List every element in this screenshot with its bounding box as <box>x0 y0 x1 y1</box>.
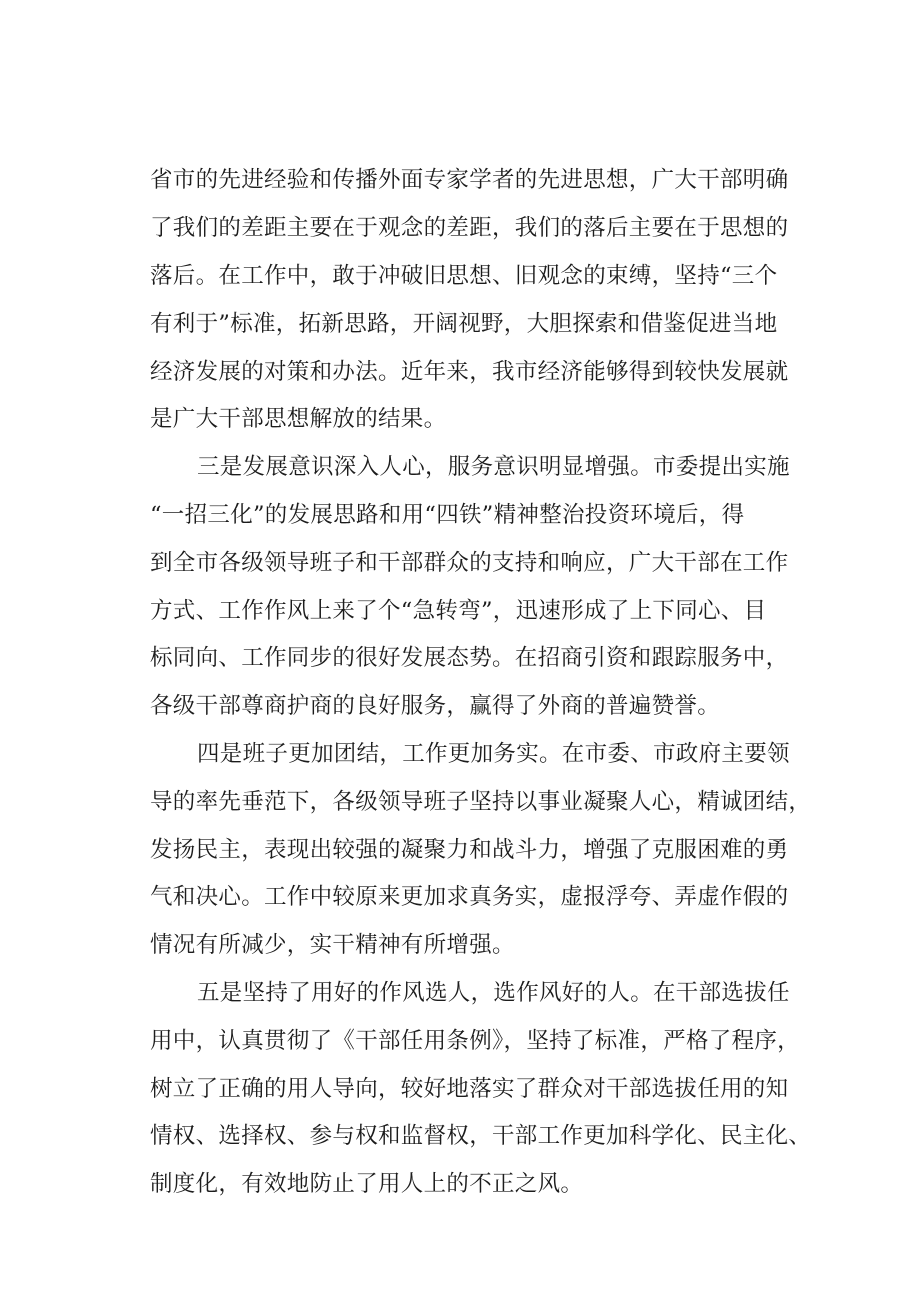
text-line: 省市的先进经验和传播外面专家学者的先进思想，广大干部明确 <box>150 167 789 193</box>
text-line: 了我们的差距主要在于观念的差距，我们的落后主要在于思想的 <box>150 215 789 241</box>
text-line: 情权、选择权、参与权和监督权，干部工作更加科学化、民主化、 <box>150 1123 812 1149</box>
text-line: 气和决心。工作中较原来更加求真务实，虚报浮夸、弄虚作假的 <box>150 884 789 910</box>
text-line: 用中，认真贯彻了《干部任用条例》，坚持了标准，严格了程序， <box>150 1028 800 1054</box>
text-line: 制度化，有效地防止了用人上的不正之风。 <box>150 1171 584 1197</box>
text-line: 发扬民主，表现出较强的凝聚力和战斗力，增强了克服困难的勇 <box>150 837 789 863</box>
text-line: 各级干部尊商护商的良好服务，赢得了外商的普遍赞誉。 <box>150 693 721 719</box>
text-line: 树立了正确的用人导向，较好地落实了群众对干部选拔任用的知 <box>150 1076 789 1102</box>
text-line: “一招三化”的发展思路和用“四铁”精神整治投资环境后，得 <box>150 502 745 528</box>
text-line: 经济发展的对策和办法。近年来，我市经济能够得到较快发展就 <box>150 359 789 385</box>
text-line: 有利于”标准，拓新思路，开阔视野，大胆探索和借鉴促进当地 <box>150 311 778 337</box>
text-line: 四是班子更加团结，工作更加务实。在市委、市政府主要领 <box>197 741 790 767</box>
text-line: 导的率先垂范下，各级领导班子坚持以事业凝聚人心，精诚团结， <box>150 789 812 815</box>
text-line: 情况有所减少，实干精神有所增强。 <box>150 932 515 958</box>
text-line: 到全市各级领导班子和干部群众的支持和响应，广大干部在工作 <box>150 550 789 576</box>
text-line: 标同向、工作同步的很好发展态势。在招商引资和跟踪服务中， <box>150 645 789 671</box>
text-line: 是广大干部思想解放的结果。 <box>150 406 447 432</box>
text-line: 五是坚持了用好的作风选人，选作风好的人。在干部选拔任 <box>197 980 790 1006</box>
text-line: 三是发展意识深入人心，服务意识明显增强。市委提出实施 <box>197 454 790 480</box>
text-line: 落后。在工作中，敢于冲破旧思想、旧观念的束缚，坚持“三个 <box>150 263 778 289</box>
text-line: 方式、工作作风上来了个“急转弯”，迅速形成了上下同心、目 <box>150 598 767 624</box>
